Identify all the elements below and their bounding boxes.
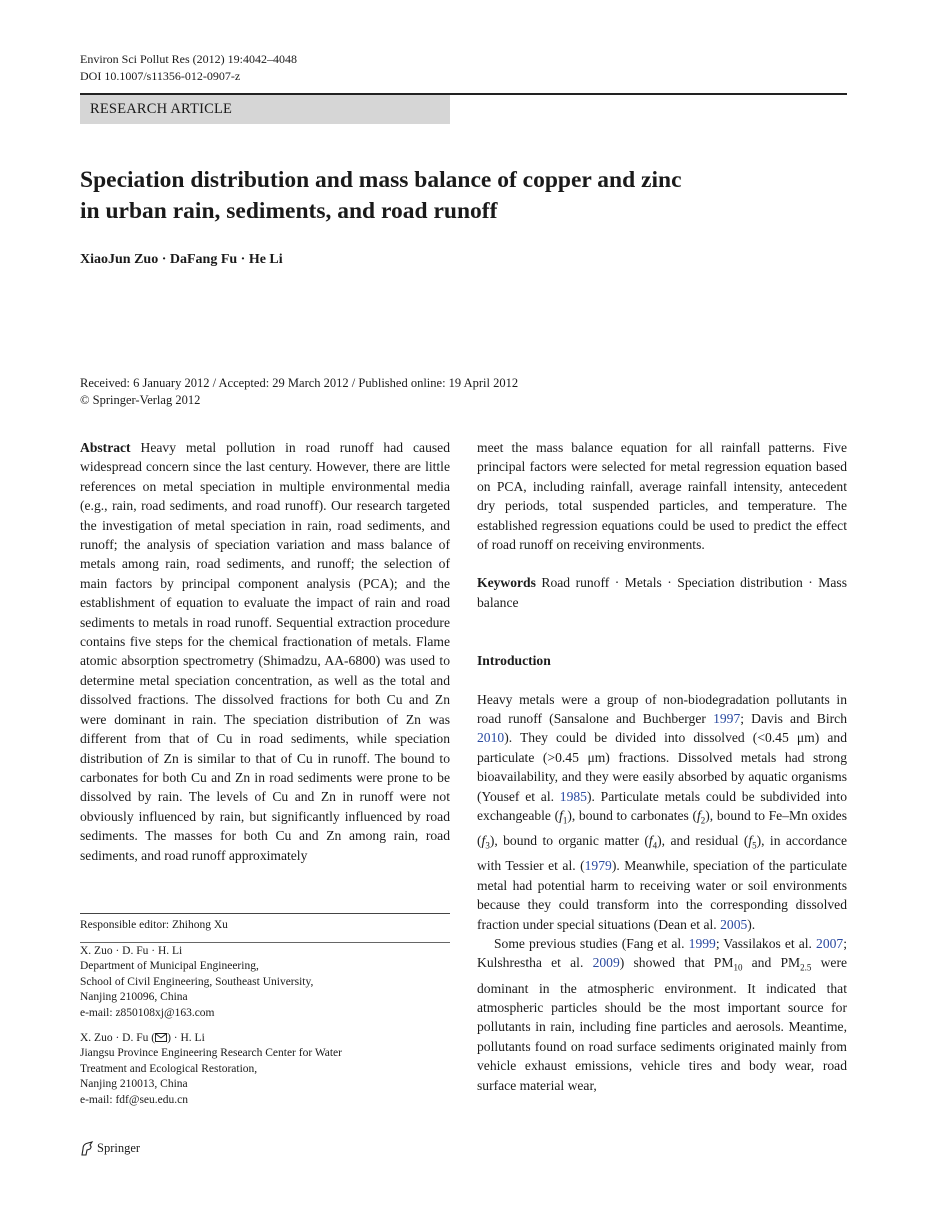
citation-link[interactable]: 2005 [720,916,748,932]
citation-link[interactable]: 1985 [559,788,587,804]
keywords-label: Keywords [477,575,536,591]
footnote-rule [80,913,450,914]
authors: XiaoJun Zuo · DaFang Fu · He Li [80,252,283,267]
received-dates: Received: 6 January 2012 / Accepted: 29 March 2012 / Published online: 19 April 2012 [80,376,519,390]
publisher-logo [80,1141,140,1156]
title-line-2: in urban rain, sediments, and road runoff [80,198,498,224]
article-type-banner: RESEARCH ARTICLE [80,95,450,124]
affiliation-1: X. Zuo · D. Fu · H. Li Department of Municipal Engineering, School of Civil Engineering, Southeast University, Nanjing 210096, China e-mail: z850108xj@163.com [80,944,450,1022]
citation-link[interactable]: 1979 [584,858,612,874]
intro-paragraph-2: Some previous studies (Fang et al. 1999; Vassilakos et al. 2007; Kulshrestha et al. 2009) showed that $PM_{10}$ and $PM_{2.5}$ were dominant in the atmospheric environment. It indicated that atmospheric particles should be the most important source for pollutants in rain, including fine particles and aerosols. Meantime, pollutants found on road surface sediments originated mainly from vehicle exhaust emissions, vehicle tires and body wear, road surface material wear, [477,935,848,1093]
email-2[interactable]: e-mail: fdf@seu.edu.cn [80,1093,188,1106]
publisher-name: Springer [97,1141,141,1155]
introduction-heading: Introduction [477,653,551,669]
springer-horse-icon [80,1141,94,1156]
citation-link[interactable]: 1997 [713,711,741,727]
footnotes [80,918,450,1109]
abstract [80,438,450,865]
envelope-icon [155,1033,167,1042]
citation-link[interactable]: 2010 [477,730,505,746]
affiliation-2: X. Zuo · D. Fu ( ) · H. Li Jiangsu Province Engineering Research Center for Water Treatment and Ecological Restoration, Nanjing 210013, China e-mail: fdf@seu.edu.cn [80,1031,450,1109]
citation-link[interactable]: 1999 [688,935,716,951]
abstract-continued: meet the mass balance equation for all rainfall patterns. Five principal factors were selected for metal regression equation based on PCA, including rainfall, average rainfall intensity, antecedent dry periods, total suspended particles, and temperature. The established regression equations could be used to predict the effect of road runoff on receiving environments. [477,440,847,553]
doi[interactable]: DOI 10.1007/s11356-012-0907-z [80,69,241,83]
citation-link[interactable]: 2009 [592,955,620,971]
abstract-label: Abstract [80,440,131,455]
email-1[interactable]: e-mail: z850108xj@163.com [80,1006,215,1019]
right-column [477,438,847,1095]
copyright: © Springer-Verlag 2012 [80,393,201,407]
abstract-text: Heavy metal pollution in road runoff had caused widespread concern since the last century. However, there are little references on metal speciation in multiple environmental media (e.g., rain, road sediments, and road runoff). Our research targeted the investigation of metal speciation in rain, road sediments, and runoff; the analysis of speciation variation and mass balance of metals among rain, road sediments, and runoff; the selection of main factors by principal component analysis (PCA); and the establishment of equation to evaluate the impact of rain and road sediments to metals in road runoff. Sequential extraction procedure contains five steps for the chemical fractionation of metals. Flame atomic absorption spectrometry (Shimadzu, AA-6800) was used to determine metal speciation concentration, as well as the total and dissolved fractions. The dissolved fractions for both Cu and Zn were dominant in rain. The speciation distribution of Zn was different from that of Cu in road sediments, while speciation distribution of Zn is similar to that of Cu in runoff. The bound to carbonates for both Cu and Zn in road sediments were prone to be dissolved by rain. The levels of Cu and Zn in runoff were not obviously influenced by rain, but significantly influenced by road sediments. The masses for both Cu and Zn among rain, road sediments, and road runoff approximately [80,440,450,863]
article-title [80,165,847,227]
dates-block [80,375,518,409]
journal-citation: Environ Sci Pollut Res (2012) 19:4042–4048 [80,52,297,66]
intro-paragraph-1: Heavy metals were a group of non-biodegradation pollutants in road runoff (Sansalone and Buchberger 1997; Davis and Birch 2010). They could be divided into dissolved (<0.45 μm) and particulate (>0.45 μm) fractions. Dissolved metals had strong bioavailability, and they were easily absorbed by aquatic organisms (Yousef et al. 1985). Particulate metals could be subdivided into exchangeable $(f_1)$, bound to carbonates $(f_2)$, bound to Fe–Mn oxides $(f_3)$, bound to organic matter $(f_4)$, and residual $(f_5)$, in accordance with Tessier et al. (1979). Meanwhile, speciation of the particulate metal had potential harm to receiving water or soil environments because they could transform into the corresponding dissolved fraction under special situations (Dean et al. 2005). [477,691,848,932]
left-column [80,438,450,865]
keywords-text: Road runoff · Metals · Speciation distribution · Mass balance [477,575,847,610]
journal-header [80,51,297,85]
title-line-1: Speciation distribution and mass balance of copper and zinc [80,167,682,193]
keywords [477,573,847,612]
responsible-editor: Responsible editor: Zhihong Xu [80,919,228,931]
citation-link[interactable]: 2007 [816,935,844,951]
